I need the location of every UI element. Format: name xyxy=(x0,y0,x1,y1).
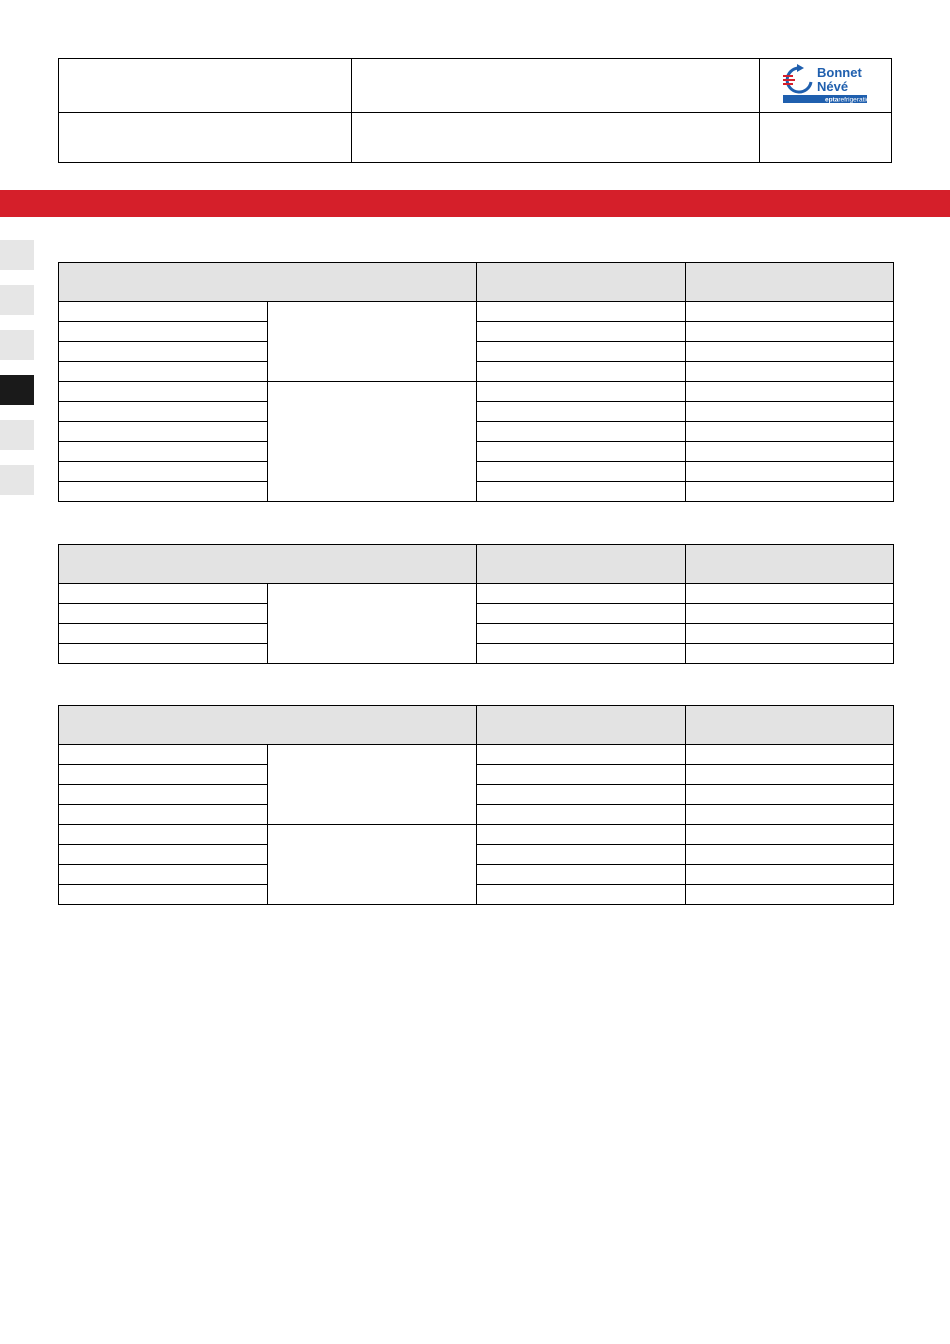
table-header-cell xyxy=(59,263,477,302)
table-header-cell xyxy=(686,706,894,745)
table-row xyxy=(59,865,894,885)
table-row xyxy=(59,422,894,442)
side-tab-3[interactable] xyxy=(0,330,34,360)
table-row xyxy=(59,885,894,905)
table-row xyxy=(59,644,894,664)
table-row xyxy=(59,805,894,825)
header-cell-logo xyxy=(760,59,892,113)
header-cell-ref xyxy=(59,113,352,163)
table-row xyxy=(59,482,894,502)
table-row xyxy=(59,584,894,604)
logo-tagline-rest: refrigeration xyxy=(837,96,871,104)
logo-line1: Bonnet xyxy=(816,65,862,80)
document-header xyxy=(58,58,892,163)
table-row xyxy=(59,322,894,342)
table-row xyxy=(59,362,894,382)
table-row xyxy=(59,402,894,422)
side-tab-4-active[interactable] xyxy=(0,375,34,405)
table-row xyxy=(59,382,894,402)
table-header-cell xyxy=(686,263,894,302)
logo-tagline-bold: epta xyxy=(824,96,838,104)
header-cell-description xyxy=(352,59,760,113)
table-row xyxy=(59,302,894,322)
table-header-cell xyxy=(477,545,686,584)
svg-text:eptarefrigeration xyxy=(825,97,871,104)
table-row xyxy=(59,825,894,845)
table-row xyxy=(59,845,894,865)
table-header-cell xyxy=(477,706,686,745)
table-header-cell xyxy=(477,263,686,302)
spec-table-2 xyxy=(58,544,894,664)
table-header-cell xyxy=(686,545,894,584)
side-tab-5[interactable] xyxy=(0,420,34,450)
logo-line2: Névé xyxy=(816,79,848,94)
side-tab-1[interactable] xyxy=(0,240,34,270)
table-header-cell xyxy=(59,706,477,745)
table-row xyxy=(59,462,894,482)
header-cell-subject xyxy=(352,113,760,163)
section-band xyxy=(0,190,950,217)
table-header-cell xyxy=(59,545,477,584)
side-tab-2[interactable] xyxy=(0,285,34,315)
table-row xyxy=(59,604,894,624)
table-row xyxy=(59,442,894,462)
table-row xyxy=(59,765,894,785)
table-header-row xyxy=(59,263,894,302)
table-row xyxy=(59,785,894,805)
spec-table-3 xyxy=(58,705,894,905)
table-row xyxy=(59,624,894,644)
table-row xyxy=(59,745,894,765)
table-header-row xyxy=(59,545,894,584)
header-cell-page xyxy=(760,113,892,163)
table-header-row xyxy=(59,706,894,745)
bonnet-neve-logo xyxy=(781,62,871,104)
table-row xyxy=(59,342,894,362)
side-tab-6[interactable] xyxy=(0,465,34,495)
spec-table-1 xyxy=(58,262,894,502)
header-cell-title xyxy=(59,59,352,113)
